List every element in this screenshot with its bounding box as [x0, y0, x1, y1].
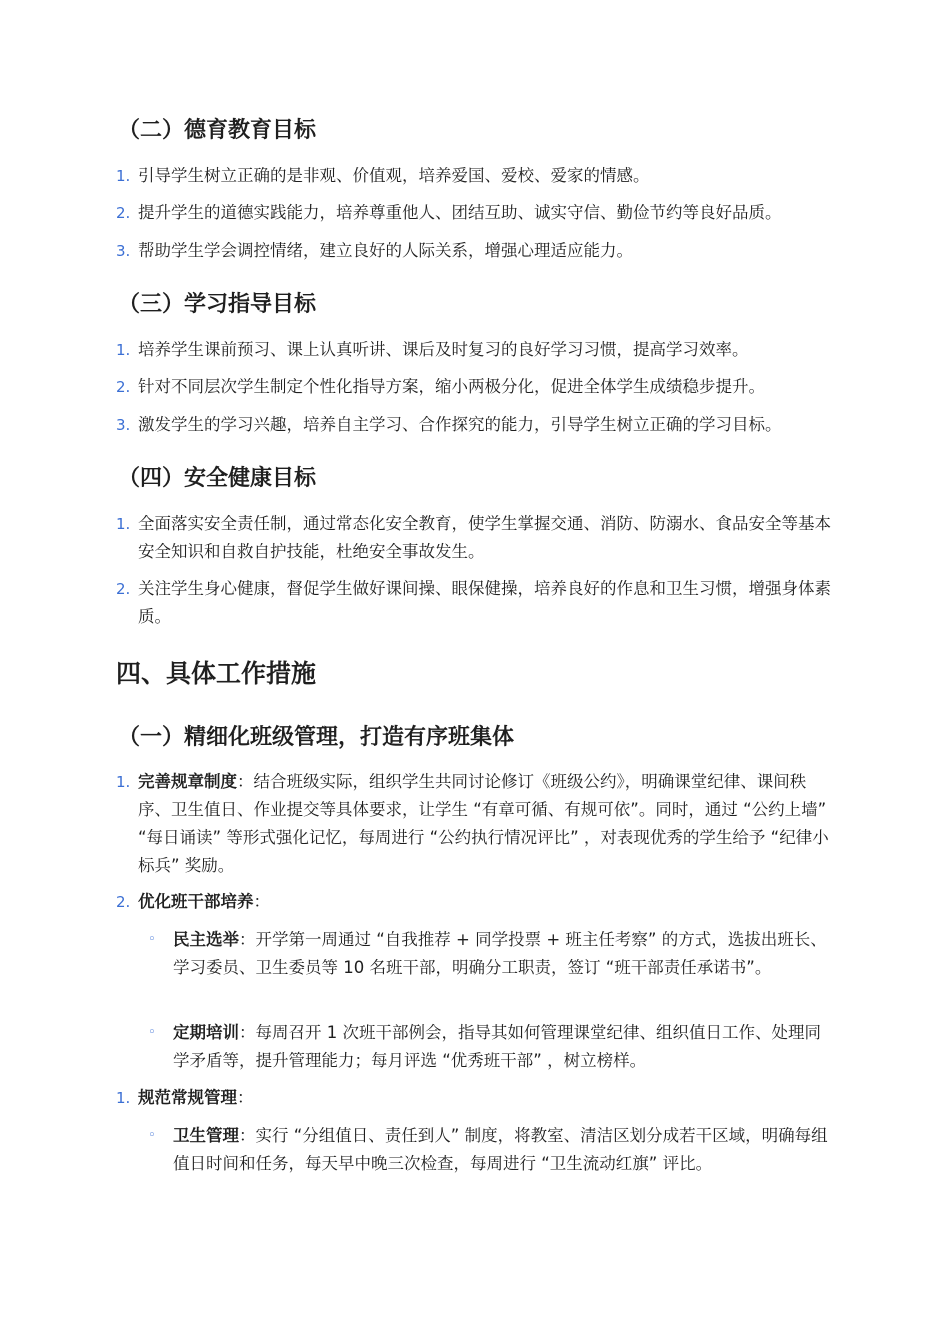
list-item	[116, 199, 836, 227]
moral-heading: （二）德育教育目标	[118, 118, 317, 143]
list-item-title: 规范常规管理	[138, 1088, 237, 1107]
list-text: 关注学生身心健康，督促学生做好课间操、眼保健操，培养良好的作息和卫生习惯，增强身体素质。	[138, 579, 831, 626]
list-item	[116, 336, 836, 364]
list-item-title: 优化班干部培养	[138, 892, 254, 911]
sub-item-title: 民主选举	[173, 930, 239, 949]
list-item	[116, 162, 836, 190]
list-item-body: ：	[237, 1088, 254, 1107]
list-item	[116, 411, 836, 439]
list-text: 培养学生课前预习、课上认真听讲、课后及时复习的良好学习习惯，提高学习效率。	[138, 340, 749, 359]
list-item	[116, 768, 836, 880]
study-heading: （三）学习指导目标	[118, 292, 317, 317]
list-item	[116, 1084, 836, 1112]
list-item	[116, 373, 836, 401]
list-text: 针对不同层次学生制定个性化指导方案，缩小两极分化，促进全体学生成绩稳步提升。	[138, 377, 765, 396]
list-number: 2.	[116, 204, 131, 222]
list-text: 帮助学生学会调控情绪，建立良好的人际关系，增强心理适应能力。	[138, 241, 633, 260]
sub-list-text	[173, 1122, 836, 1178]
sub-item-title: 定期培训	[173, 1023, 239, 1042]
measures-heading: 四、具体工作措施	[116, 659, 317, 688]
list-text: 激发学生的学习兴趣，培养自主学习、合作探究的能力，引导学生树立正确的学习目标。	[138, 415, 782, 434]
list-number: 1.	[116, 341, 131, 359]
sub-item-body: ：实行 “分组值日、责任到人” 制度，将教室、清洁区划分成若干区域，明确每组值日时间和任务，每天早中晚三次检查，每周进行 “卫生流动红旗” 评比。	[173, 1126, 828, 1173]
bullet-icon: ◦	[148, 1128, 156, 1143]
sub-list-item	[148, 1019, 836, 1075]
list-number: 2.	[116, 378, 131, 396]
safety-heading: （四）安全健康目标	[118, 466, 317, 491]
list-text: 引导学生树立正确的是非观、价值观，培养爱国、爱校、爱家的情感。	[138, 166, 650, 185]
sub-list-item	[148, 926, 836, 982]
list-text: 全面落实安全责任制，通过常态化安全教育，使学生掌握交通、消防、防溺水、食品安全等基本安全知识和自救自护技能，杜绝安全事故发生。	[138, 514, 831, 561]
list-number: 1.	[116, 773, 131, 791]
list-text	[138, 1084, 836, 1112]
list-item-body: ：	[253, 892, 270, 911]
list-text: 提升学生的道德实践能力，培养尊重他人、团结互助、诚实守信、勤俭节约等良好品质。	[138, 203, 782, 222]
sub-list-text	[173, 926, 836, 982]
list-item	[116, 237, 836, 265]
list-number: 3.	[116, 242, 131, 260]
list-item-body: ：结合班级实际，组织学生共同讨论修订《班级公约》，明确课堂纪律、课间秩序、卫生值日、作业提交等具体要求，让学生 “有章可循、有规可依”。同时，通过 “公约上墙” “每日诵读” 等形式强化记忆，每周进行 “公约执行情况评比” ，对表现优秀的学生给予 “纪律小标兵” 奖励。	[138, 772, 829, 875]
list-number: 2.	[116, 580, 131, 598]
class-management-heading: （一）精细化班级管理，打造有序班集体	[118, 725, 515, 750]
sub-list-item	[148, 1122, 836, 1178]
list-number: 1.	[116, 515, 131, 533]
list-text	[138, 768, 836, 880]
sub-list-text	[173, 1019, 836, 1075]
list-item	[116, 510, 836, 566]
sub-item-body: ：每周召开 1 次班干部例会，指导其如何管理课堂纪律、组织值日工作、处理同学矛盾等，提升管理能力；每月评选 “优秀班干部” ，树立榜样。	[173, 1023, 821, 1070]
list-number: 1.	[116, 1089, 131, 1107]
list-item	[116, 575, 836, 631]
list-number: 1.	[116, 167, 131, 185]
list-number: 2.	[116, 893, 131, 911]
list-text	[138, 888, 836, 916]
sub-item-body: ：开学第一周通过 “自我推荐 + 同学投票 + 班主任考察” 的方式，选拔出班长、学习委员、卫生委员等 10 名班干部，明确分工职责，签订 “班干部责任承诺书”。	[173, 930, 827, 977]
sub-item-title: 卫生管理	[173, 1126, 239, 1145]
bullet-icon: ◦	[148, 1025, 156, 1040]
list-item	[116, 888, 836, 916]
list-number: 3.	[116, 416, 131, 434]
list-item-title: 完善规章制度	[138, 772, 237, 791]
bullet-icon: ◦	[148, 932, 156, 947]
